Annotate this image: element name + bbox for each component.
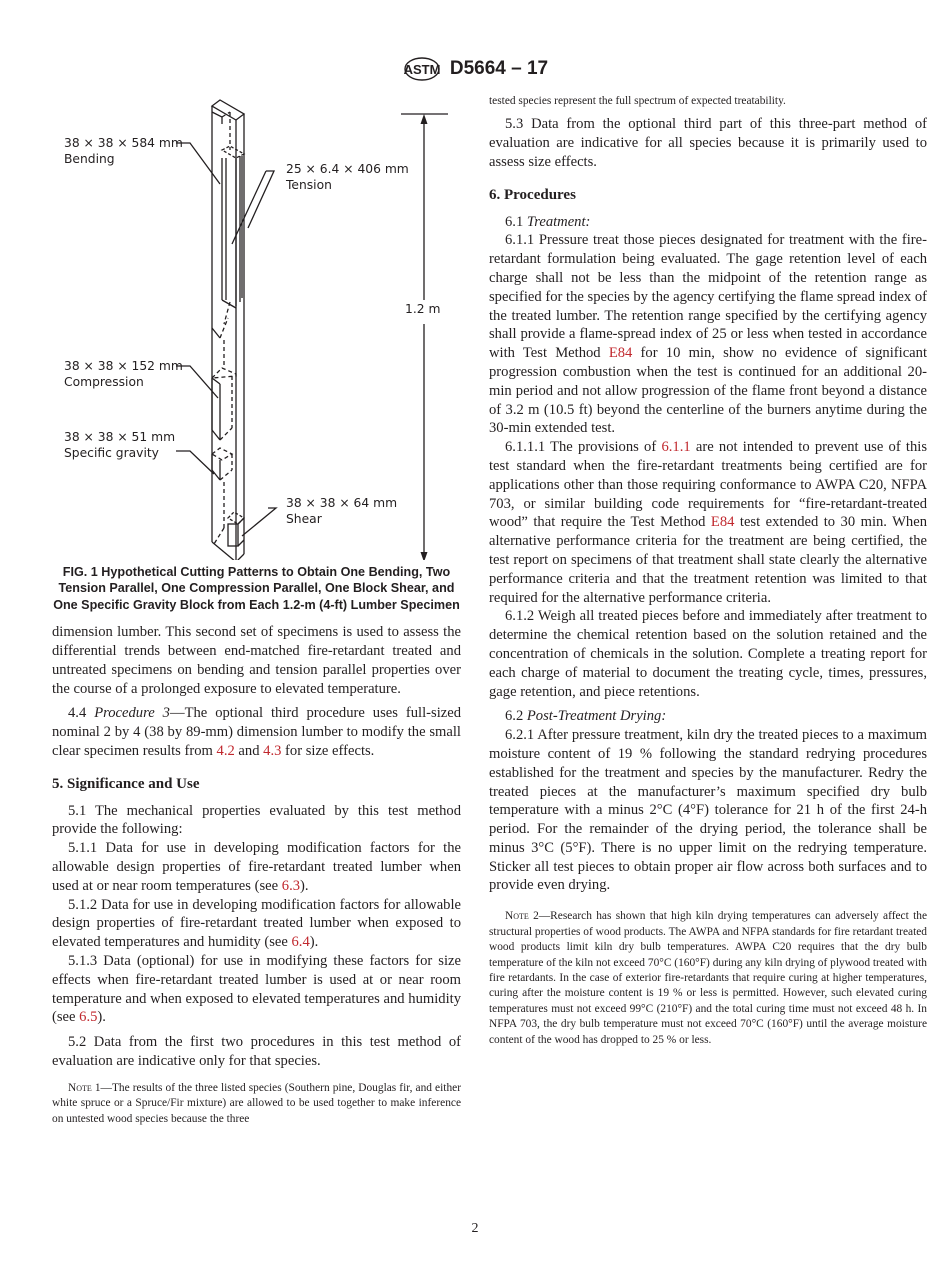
para-text: —The optional third procedure uses full-sized nominal 2 by 4 (38 by 89-mm) dimension lumber to modify the small clear specimen results from <box>52 705 461 759</box>
paragraph-6-2-1: 6.2.1 After pressure treatment, kiln dry the treated pieces to a maximum moisture content of 19 % following the standard redrying procedures established for the treatment and species by the manufacturer. Redry the treated pieces at the manufacturer’s maximum specified dry bulb temperature with a minus 2°C (4°F) tolerance for 21 h of the first 24-h period. For the remainder of the drying period, the tolerance shall be minus 3°C (5°F). There is no upper limit on the redrying temperature. Sticker all test pieces to obtain proper air flow across both surfaces and to provide even drying. <box>489 727 927 894</box>
paragraph-6-1-1-1 <box>489 438 927 607</box>
para-text: ). <box>97 1009 106 1026</box>
paragraph-6-2 <box>489 707 927 726</box>
compression-label <box>64 359 183 390</box>
para-text: for 10 min, show no evidence of significant progression combustion when the test is continued for an additional 20-min period and not allow progression of the flame front beyond a distance of 3.2 m (10.5 ft) beyond the centerline of the burners anytime during the 30-min extended test. <box>489 345 928 437</box>
section-6-heading: 6. Procedures <box>489 186 576 203</box>
note-2 <box>489 909 927 1048</box>
para-number: 6.2 <box>505 708 527 725</box>
link-e84[interactable]: E84 <box>710 514 735 531</box>
para-text: and <box>234 743 264 759</box>
page-number: 2 <box>471 1221 479 1236</box>
link-6-5[interactable]: 6.5 <box>79 1009 98 1026</box>
shear-label <box>286 496 397 527</box>
para-text: 6.1.1.1 The provisions of <box>505 439 662 456</box>
para-text: 5.1.1 Data for use in developing modification factors for the allowable design properties of fire-retardant treated lumber when used at or near room temperatures (see <box>52 840 461 894</box>
paragraph-5-3: 5.3 Data from the optional third part of this three-part method of evaluation are indicative for all species because it is primarily used to assess size effects. <box>489 116 927 170</box>
figure-1 <box>52 92 461 560</box>
standard-designation: D5664 – 17 <box>449 58 549 79</box>
paragraph-5-1-1 <box>52 839 461 895</box>
subsection-title: Post-Treatment Drying: <box>526 708 667 725</box>
section-5-heading: 5. Significance and Use <box>52 775 200 792</box>
paragraph-5-1-3 <box>52 952 461 1027</box>
paragraph-6-1-2: 6.1.2 Weigh all treated pieces before and immediately after treatment to determine the chemical retention based on the solution retained and the concentration of chemicals in the solution. Complete a treating report for each charge of material to document the treating cycle, times, pressures, gage retention, and piece retentions. <box>489 608 927 700</box>
para-text: 5.1.2 Data for use in developing modification factors for allowable design properties of fire-retardant treated lumber when exposed to elevated temperatures and humidity (see <box>52 896 461 951</box>
compression-dimension: 38 × 38 × 152 mm <box>64 359 183 373</box>
tension-label <box>286 162 409 193</box>
shear-dimension: 38 × 38 × 64 mm <box>286 496 398 510</box>
length-label: 1.2 m <box>405 302 441 316</box>
link-6-1-1[interactable]: 6.1.1 <box>661 439 691 456</box>
left-column <box>52 92 461 1127</box>
paragraph-5-1-2 <box>52 896 461 952</box>
link-6-3[interactable]: 6.3 <box>281 877 301 894</box>
bending-label <box>64 136 183 167</box>
para-text: are not intended to prevent use of this test standard when the fire-retardant treatments being certified are for applications other than those requiring conformance to AWPA C20, NFPA 703, or similar building code requirements for “fire-retardant-treated wood” that require the Test Method <box>489 439 927 531</box>
right-column <box>489 92 927 1048</box>
para-text: test extended to 30 min. When alternative performance criteria for the treatment are being certified, the test report on specimens of that treatment shall state clearly the alternative performance criteria and that the treatment retention was limited to that required for the alternative performance criteria. <box>489 514 927 606</box>
link-6-4[interactable]: 6.4 <box>291 934 310 951</box>
para-number: 6.1 <box>505 213 527 230</box>
note-text: 2—Research has shown that high kiln drying temperatures can adversely affect the structural properties of wood products. The AWPA and NFPA standards for fire retardant treated wood products limit kiln dry bulb temperatures. AWPA C20 requires that the dry bulb temperature of the kiln not exceed 70°C (160°F) during any kiln drying of plywood treated with fire retardants. In the case of exterior fire-retardants that require curing at higher temperatures, curing after the moisture content is 19 % or less is permitted. However, such elevated curing temperatures must not exceed 99°C (210°F) and the total curing time must not exceed 48 h. In NFPA 703, the dry bulb temperature must not exceed 70°C (160°F) until the average moisture content of the wood has dropped to 25 % or less. <box>489 910 927 1046</box>
paragraph-6-1 <box>489 213 927 232</box>
procedure-title: Procedure 3 <box>94 705 170 722</box>
link-e84[interactable]: E84 <box>608 345 633 362</box>
note-label: Note <box>68 1081 92 1094</box>
shear-name: Shear <box>286 511 322 526</box>
link-4-2[interactable]: 4.2 <box>216 743 235 759</box>
gravity-name: Specific gravity <box>64 445 159 460</box>
tension-dimension: 25 × 6.4 × 406 mm <box>286 162 409 176</box>
note-1-continued: tested species represent the full spectrum of expected treatability. <box>489 95 786 107</box>
bending-dimension: 38 × 38 × 584 mm <box>64 136 183 150</box>
paragraph-4-4 <box>52 704 461 760</box>
compression-name: Compression <box>64 374 144 389</box>
page-header <box>0 56 950 82</box>
para-text: ). <box>309 934 319 951</box>
para-text: 5.1.3 Data (optional) for use in modifying these factors for size effects when fire-retardant treated lumber is used at or near room temperature and when exposed to elevated temperatures and humidity (see <box>52 952 461 1026</box>
paragraph-4-3-continued: dimension lumber. This second set of specimens is used to assess the differential trends between end-matched fire-retardant treated and untreated specimens on bending and tension parallel properties over the course of a prolonged exposure to elevated temperature. <box>52 624 461 697</box>
paragraph-5-2: 5.2 Data from the first two procedures in this test method of evaluation are indicative only for that species. <box>52 1034 461 1069</box>
note-label: Note <box>505 910 529 923</box>
para-number: 4.4 <box>68 705 95 722</box>
link-4-3[interactable]: 4.3 <box>263 743 282 759</box>
gravity-dimension: 38 × 38 × 51 mm <box>64 430 176 444</box>
figure-caption: FIG. 1 Hypothetical Cutting Patterns to Obtain One Bending, Two Tension Parallel, One Compression Parallel, One Block Shear, and One Specific Gravity Block from Each 1.2-m (4-ft) Lumber Specimen <box>53 565 460 612</box>
note-text: 1—The results of the three listed species (Southern pine, Douglas fir, and either white spruce or a Spruce/Fir mixture) are allowed to be used together to make inference on untested wood species because the three <box>52 1081 461 1125</box>
svg-text:ASTM: ASTM <box>403 62 441 77</box>
para-text: ). <box>300 877 309 894</box>
astm-logo-icon <box>402 56 442 82</box>
bending-name: Bending <box>64 151 115 166</box>
note-1 <box>52 1081 461 1127</box>
para-text: for size effects. <box>281 743 375 759</box>
paragraph-5-1: 5.1 The mechanical properties evaluated by this test method provide the following: <box>52 802 461 838</box>
tension-name: Tension <box>286 177 332 192</box>
para-text: 6.1.1 Pressure treat those pieces designated for treatment with the fire-retardant formulation being evaluated. The gage retention level of each charge shall not be less than the midpoint of the retention range as specified for the species by the agency certifying the flame spread index of the treated lumber. The retention range specified by the certifying agency shall provide a flame-spread index of 25 or less when tested in accordance with Test Method <box>489 232 927 362</box>
specific-gravity-label <box>64 430 175 461</box>
paragraph-6-1-1 <box>489 231 927 438</box>
subsection-title: Treatment: <box>526 213 591 230</box>
